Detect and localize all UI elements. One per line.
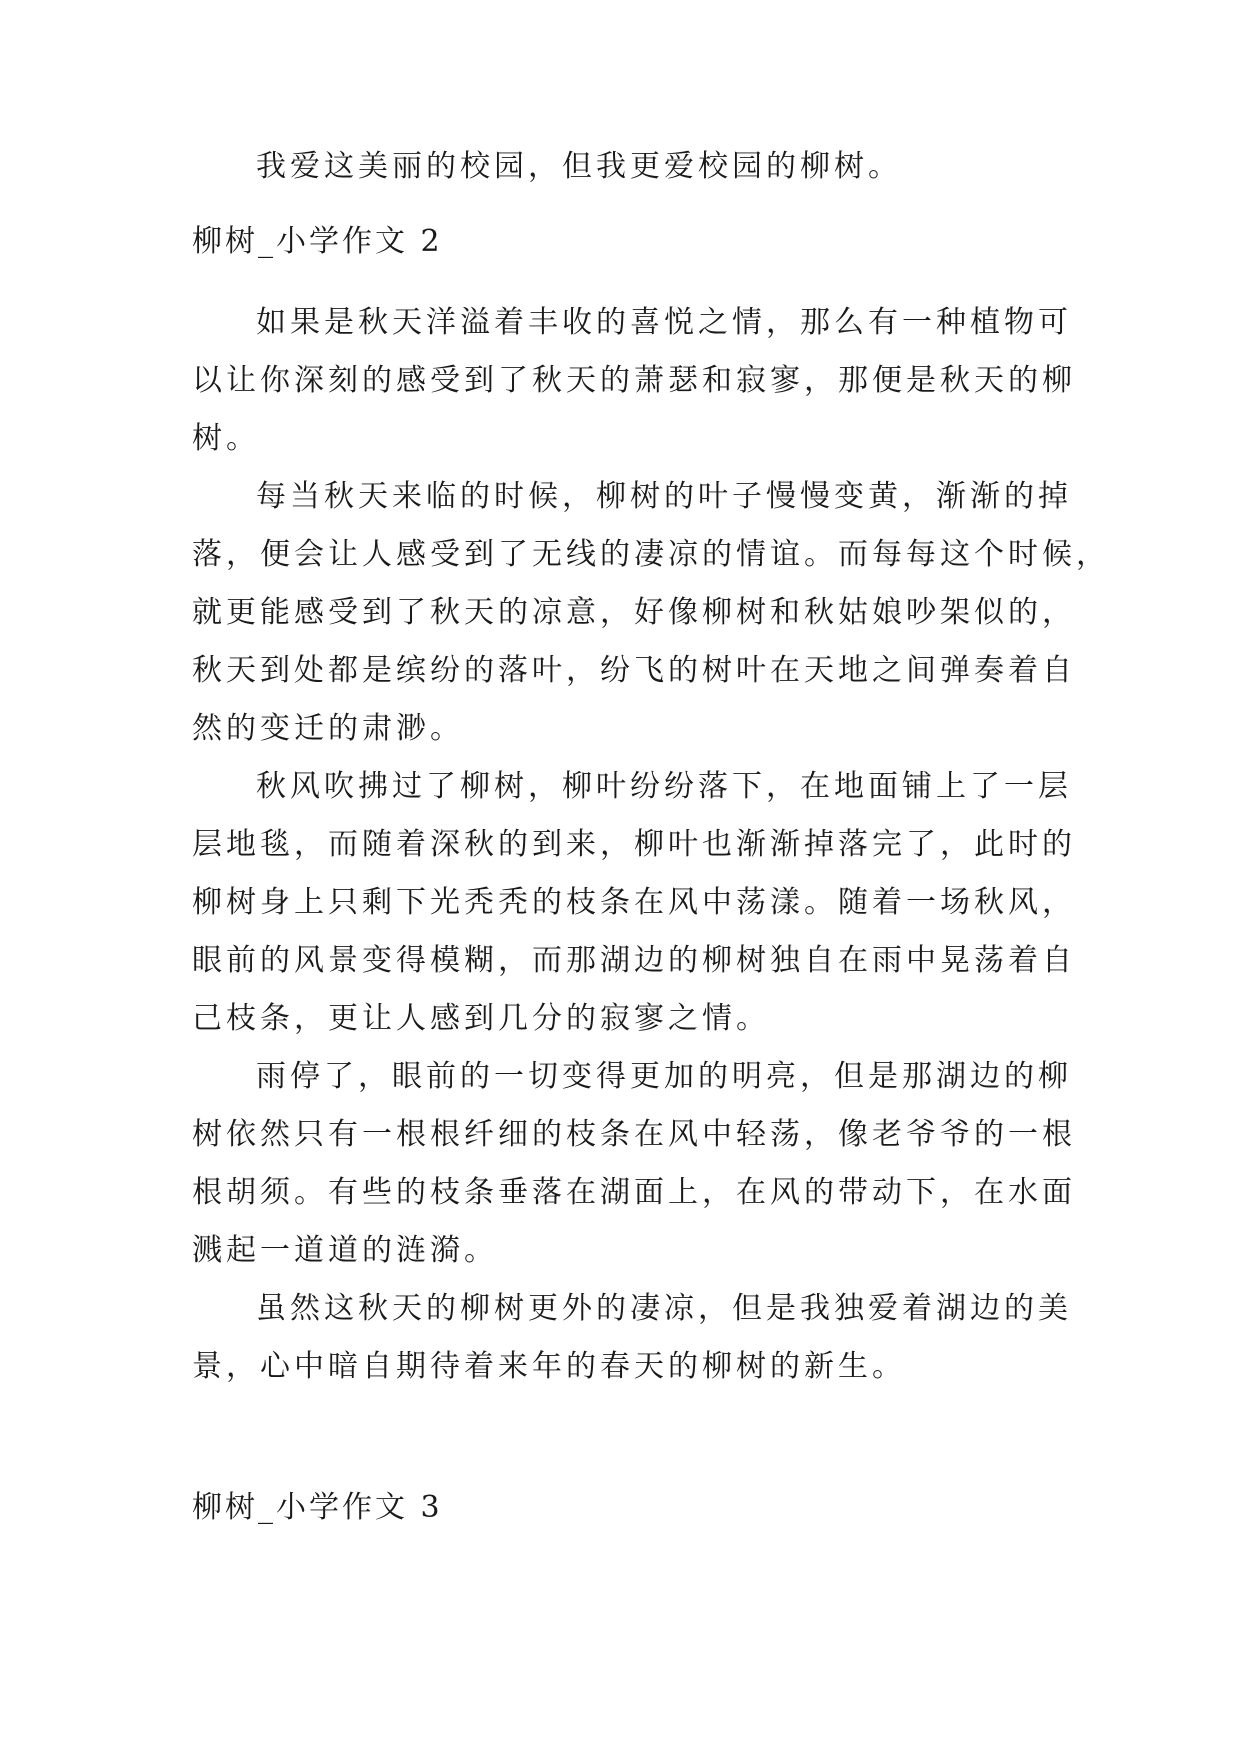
paragraph-line: 树。 bbox=[192, 421, 260, 456]
paragraph-line: 每当秋天来临的时候，柳树的叶子慢慢变黄，渐渐的掉 bbox=[256, 479, 1072, 514]
paragraph-line: 就更能感受到了秋天的凉意，好像柳树和秋姑娘吵架似的， bbox=[192, 595, 1076, 630]
paragraph-line: 柳树身上只剩下光秃秃的枝条在风中荡漾。随着一场秋风， bbox=[192, 885, 1076, 920]
paragraph-line: 然的变迁的肃渺。 bbox=[192, 711, 464, 746]
paragraph-line: 根胡须。有些的枝条垂落在湖面上，在风的带动下，在水面 bbox=[192, 1175, 1076, 1210]
paragraph-line: 秋风吹拂过了柳树，柳叶纷纷落下，在地面铺上了一层 bbox=[256, 769, 1072, 804]
paragraph-line: 如果是秋天洋溢着丰收的喜悦之情，那么有一种植物可 bbox=[256, 305, 1072, 340]
paragraph-line: 秋天到处都是缤纷的落叶，纷飞的树叶在天地之间弹奏着自 bbox=[192, 653, 1076, 688]
section-title-2: 柳树_小学作文 2 bbox=[192, 224, 443, 259]
paragraph-line: 溅起一道道的涟漪。 bbox=[192, 1233, 498, 1268]
intro-paragraph bbox=[192, 138, 1052, 196]
paragraph-line: 以让你深刻的感受到了秋天的萧瑟和寂寥，那便是秋天的柳 bbox=[192, 363, 1076, 398]
paragraph-line: 我爱这美丽的校园，但我更爱校园的柳树。 bbox=[256, 149, 902, 184]
paragraph-line: 虽然这秋天的柳树更外的凄凉，但是我独爱着湖边的美 bbox=[256, 1291, 1072, 1326]
section2-body bbox=[192, 294, 1110, 1396]
paragraph-line: 层地毯，而随着深秋的到来，柳叶也渐渐掉落完了，此时的 bbox=[192, 827, 1076, 862]
paragraph-line: 落，便会让人感受到了无线的凄凉的情谊。而每每这个时候， bbox=[192, 537, 1110, 572]
paragraph-line: 己枝条，更让人感到几分的寂寥之情。 bbox=[192, 1001, 770, 1036]
paragraph-line: 树依然只有一根根纤细的枝条在风中轻荡，像老爷爷的一根 bbox=[192, 1117, 1076, 1152]
paragraph-line: 雨停了，眼前的一切变得更加的明亮，但是那湖边的柳 bbox=[256, 1059, 1072, 1094]
section-title-3: 柳树_小学作文 3 bbox=[192, 1490, 443, 1525]
paragraph-line: 眼前的风景变得模糊，而那湖边的柳树独自在雨中晃荡着自 bbox=[192, 943, 1076, 978]
paragraph-line: 景，心中暗自期待着来年的春天的柳树的新生。 bbox=[192, 1349, 906, 1384]
